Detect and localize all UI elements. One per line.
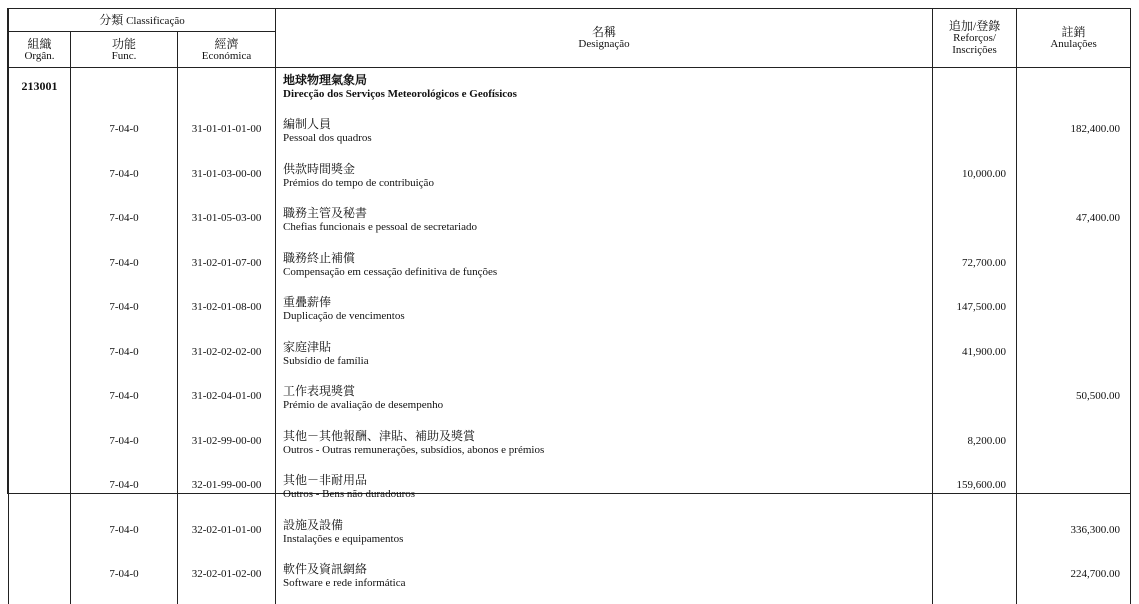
func-code: 7-04-0 [71, 470, 178, 515]
econ-code: 31-01-03-00-00 [178, 159, 276, 204]
organ-cell [9, 248, 71, 293]
func-header-zh: 功能 [111, 36, 136, 51]
cancel-header-zh: 註銷 [1061, 25, 1086, 39]
econ-code: 31-02-04-01-00 [178, 381, 276, 426]
reinforce-amount: 72,700.00 [933, 248, 1017, 293]
reinforce-amount: 159,600.00 [933, 470, 1017, 515]
func-code: 7-04-0 [71, 426, 178, 471]
designation-header-zh: 名稱 [592, 25, 617, 39]
func-code: 7-04-0 [71, 159, 178, 204]
reinforce-amount [933, 114, 1017, 159]
row-designation [276, 292, 933, 337]
table-row [9, 470, 1131, 515]
func-code: 7-04-0 [71, 515, 178, 560]
row-name-pt: Compensação em cessação definitiva de funções [283, 265, 498, 278]
table-row [9, 248, 1131, 293]
reinforce-header-pt1: Reforços/ [953, 32, 996, 44]
econ-code: 32-01-99-00-00 [178, 470, 276, 515]
organ-cell [9, 426, 71, 471]
row-designation [276, 248, 933, 293]
table-row [9, 114, 1131, 159]
row-name-pt: Subsídio de família [283, 354, 369, 367]
row-name-pt: Prémio de avaliação de desempenho [283, 399, 444, 411]
econ-code: 31-01-05-03-00 [178, 203, 276, 248]
table-row [9, 381, 1131, 426]
row-name-zh: 其他－其他報酬、津貼、補助及獎賞 [283, 428, 476, 443]
cancel-amount: 224,700.00 [1017, 559, 1131, 604]
organ-header-pt: Orgân. [24, 49, 55, 62]
func-code: 7-04-0 [71, 203, 178, 248]
row-name-pt: Instalações e equipamentos [283, 532, 404, 545]
organ-code: 213001 [9, 70, 71, 114]
reinforce-amount [933, 515, 1017, 560]
reinforce-amount: 41,900.00 [933, 337, 1017, 382]
cancel-header [1017, 9, 1131, 68]
cancel-amount: 336,300.00 [1017, 515, 1131, 560]
organ-cell [9, 381, 71, 426]
reinforce-header [933, 9, 1017, 68]
classification-header [9, 9, 276, 32]
budget-table [8, 9, 1131, 604]
row-designation [276, 337, 933, 382]
reinforce-amount: 147,500.00 [933, 292, 1017, 337]
cancel-amount: 47,400.00 [1017, 203, 1131, 248]
organ-cell [9, 559, 71, 604]
row-designation [276, 114, 933, 159]
func-code: 7-04-0 [71, 381, 178, 426]
organ-cell [9, 337, 71, 382]
econ-code: 31-02-99-00-00 [178, 426, 276, 471]
organ-name-pt: Direcção dos Serviços Meteorológicos e Geofísicos [283, 88, 517, 100]
organ-cell [9, 203, 71, 248]
row-designation [276, 559, 933, 604]
organ-designation [276, 70, 933, 114]
cancel-amount [1017, 470, 1131, 515]
row-name-zh: 軟件及資訊網絡 [283, 562, 368, 576]
cancel-amount [1017, 159, 1131, 204]
organ-cell [9, 114, 71, 159]
cancel-amount [1017, 426, 1131, 471]
row-name-pt: Outros - Bens não duradouros [283, 488, 416, 500]
table-row [9, 203, 1131, 248]
organ-header [9, 32, 71, 68]
cancel-amount [1017, 248, 1131, 293]
cancel-header-pt: Anulações [1050, 38, 1097, 50]
econ-code: 32-02-01-01-00 [178, 515, 276, 560]
reinforce-amount: 10,000.00 [933, 159, 1017, 204]
budget-table-frame [7, 8, 1131, 589]
table-row [9, 515, 1131, 560]
func-code: 7-04-0 [71, 559, 178, 604]
row-designation [276, 426, 933, 471]
row-designation [276, 515, 933, 560]
classification-header-zh: 分類 [99, 12, 124, 27]
reinforce-amount [933, 559, 1017, 604]
reinforce-header-zh: 追加/登錄 [948, 19, 1001, 33]
row-name-pt: Chefias funcionais e pessoal de secretariado [283, 221, 477, 233]
row-designation [276, 470, 933, 515]
row-name-pt: Outros - Outras remunerações, subsídios, abonos e prémios [283, 443, 545, 456]
organ-cell [9, 159, 71, 204]
func-code: 7-04-0 [71, 292, 178, 337]
reinforce-amount [933, 381, 1017, 426]
organ-header-zh: 組織 [27, 36, 52, 51]
organ-name-zh: 地球物理氣象局 [283, 73, 368, 87]
func-header [71, 32, 178, 68]
econ-header [178, 32, 276, 68]
row-name-zh: 工作表現獎賞 [283, 384, 356, 398]
row-name-zh: 供款時間獎金 [283, 161, 356, 176]
cancel-amount [1017, 337, 1131, 382]
row-name-zh: 設施及設備 [283, 517, 344, 532]
econ-header-pt: Económica [201, 49, 252, 62]
designation-header [276, 9, 933, 68]
row-name-zh: 職務終止補償 [283, 250, 356, 265]
reinforce-amount: 8,200.00 [933, 426, 1017, 471]
row-name-zh: 家庭津貼 [283, 339, 332, 354]
row-name-zh: 重疊薪俸 [283, 295, 332, 309]
organ-cell [9, 470, 71, 515]
cancel-amount: 182,400.00 [1017, 114, 1131, 159]
row-designation [276, 203, 933, 248]
row-designation [276, 381, 933, 426]
row-name-pt: Pessoal dos quadros [283, 132, 372, 144]
row-name-pt: Duplicação de vencimentos [283, 310, 405, 322]
organ-cell [9, 292, 71, 337]
row-designation [276, 159, 933, 204]
cancel-amount [1017, 292, 1131, 337]
econ-code: 31-02-02-02-00 [178, 337, 276, 382]
table-row [9, 559, 1131, 604]
econ-code: 31-02-01-08-00 [178, 292, 276, 337]
func-code: 7-04-0 [71, 337, 178, 382]
table-row [9, 292, 1131, 337]
row-name-zh: 編制人員 [283, 117, 332, 131]
econ-code: 31-01-01-01-00 [178, 114, 276, 159]
reinforce-header-pt2: Inscrições [952, 44, 997, 56]
econ-code: 32-02-01-02-00 [178, 559, 276, 604]
organ-cell [9, 515, 71, 560]
row-name-pt: Prémios do tempo de contribuição [283, 176, 434, 189]
table-row [9, 337, 1131, 382]
classification-header-pt: Classificação [126, 14, 185, 27]
func-header-pt: Func. [111, 49, 137, 62]
func-code: 7-04-0 [71, 114, 178, 159]
table-row [9, 426, 1131, 471]
row-name-zh: 其他－非耐用品 [283, 473, 368, 487]
econ-header-zh: 經濟 [214, 36, 239, 51]
row-name-pt: Software e rede informática [283, 577, 406, 589]
reinforce-amount [933, 203, 1017, 248]
func-code: 7-04-0 [71, 248, 178, 293]
organ-row [9, 70, 1131, 114]
table-row [9, 159, 1131, 204]
cancel-amount: 50,500.00 [1017, 381, 1131, 426]
econ-code: 31-02-01-07-00 [178, 248, 276, 293]
row-name-zh: 職務主管及秘書 [283, 206, 368, 220]
designation-header-pt: Designação [578, 38, 630, 50]
